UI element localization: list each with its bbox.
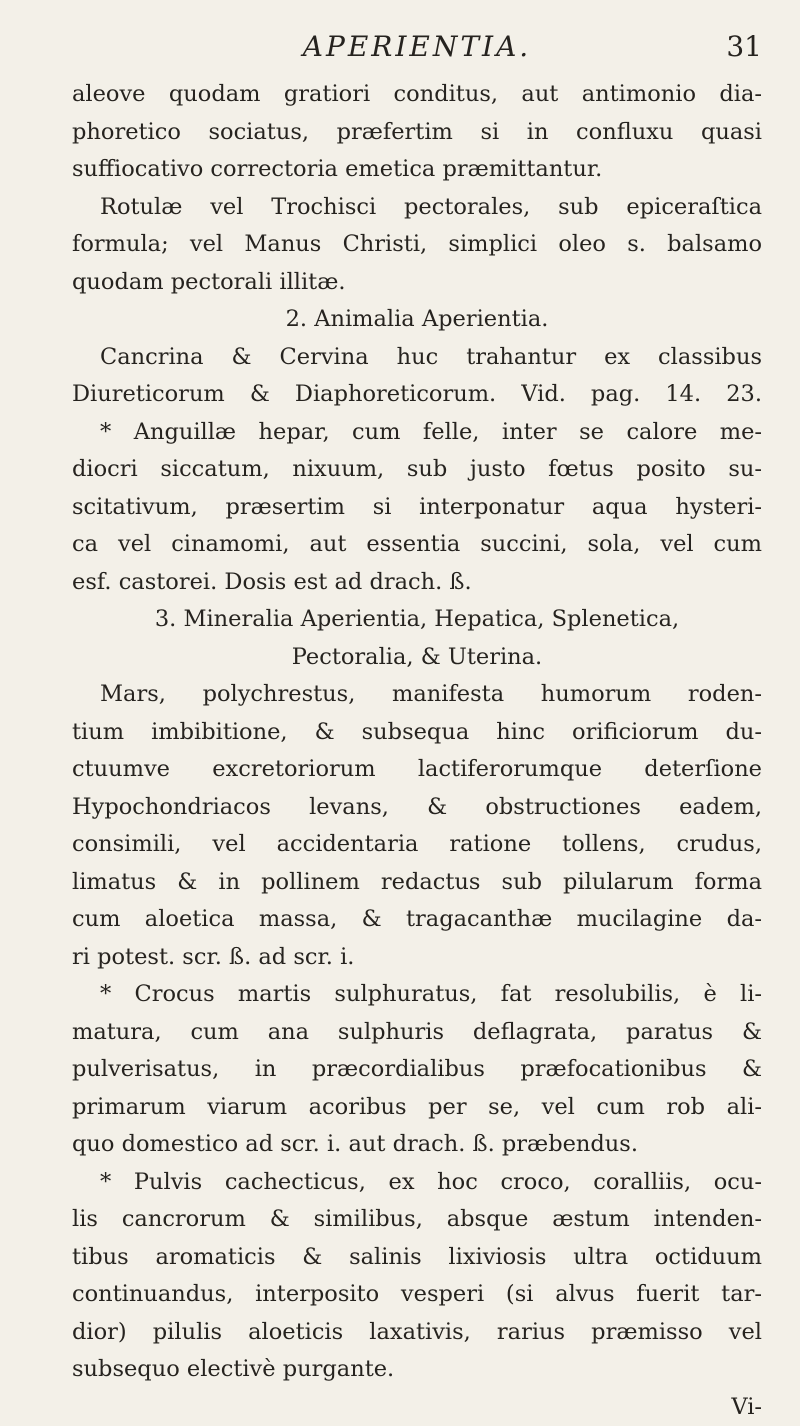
text-line: scitativum, præsertim si interponatur aqua hysteri- [72, 489, 762, 527]
text-line: aleove quodam gratiori conditus, aut antimonio dia- [72, 76, 762, 114]
text-line: suffiocativo correctoria emetica præmittantur. [72, 151, 762, 189]
text-line: esf. castorei. Dosis est ad drach. ß. [72, 564, 762, 602]
body-text [72, 76, 762, 1426]
text-line: tium imbibitione, & subsequa hinc orificiorum du- [72, 714, 762, 752]
text-line: primarum viarum acoribus per se, vel cum rob ali- [72, 1089, 762, 1127]
text-line: Rotulæ vel Trochisci pectorales, sub epiceraſtica [72, 189, 762, 227]
text-line: formula; vel Manus Christi, simplici oleo s. balsamo [72, 226, 762, 264]
text-line: tibus aromaticis & salinis lixiviosis ultra octiduum [72, 1239, 762, 1277]
text-line: continuandus, interposito vesperi (si alvus fuerit tar- [72, 1276, 762, 1314]
section-heading: 3. Mineralia Aperientia, Hepatica, Splenetica, [72, 601, 762, 639]
text-line: * Pulvis cachecticus, ex hoc croco, coralliis, ocu- [72, 1164, 762, 1202]
text-line: pulverisatus, in præcordialibus præfocationibus & [72, 1051, 762, 1089]
text-line: quodam pectorali illitæ. [72, 264, 762, 302]
text-line: diocri siccatum, nixuum, sub justo fœtus posito su- [72, 451, 762, 489]
text-line: Hypochondriacos levans, & obstructiones eadem, [72, 789, 762, 827]
text-line: * Anguillæ hepar, cum felle, inter se calore me- [72, 414, 762, 452]
text-line: ctuumve excretoriorum lactiferorumque deterſione [72, 751, 762, 789]
section-heading: Pectoralia, & Uterina. [72, 639, 762, 677]
text-line: * Crocus martis sulphuratus, fat resolubilis, è li- [72, 976, 762, 1014]
text-line: Diureticorum & Diaphoreticorum. Vid. pag. 14. 23. [72, 376, 762, 414]
text-line: consimili, vel accidentaria ratione tollens, crudus, [72, 826, 762, 864]
page-number: 31 [726, 30, 762, 63]
text-line: quo domestico ad scr. i. aut drach. ß. præbendus. [72, 1126, 762, 1164]
catchword: Vi- [72, 1389, 762, 1426]
text-line: ca vel cinamomi, aut essentia succini, sola, vel cum [72, 526, 762, 564]
text-line: lis cancrorum & similibus, absque æstum intenden- [72, 1201, 762, 1239]
text-line: Cancrina & Cervina huc trahantur ex classibus [72, 339, 762, 377]
running-title: APERIENTIA. [72, 30, 762, 63]
text-line: matura, cum ana sulphuris deflagrata, paratus & [72, 1014, 762, 1052]
text-line: cum aloetica massa, & tragacanthæ mucilagine da- [72, 901, 762, 939]
text-line: Mars, polychrestus, manifesta humorum roden- [72, 676, 762, 714]
text-line: limatus & in pollinem redactus sub pilularum forma [72, 864, 762, 902]
section-heading: 2. Animalia Aperientia. [72, 301, 762, 339]
text-line: ri potest. scr. ß. ad scr. i. [72, 939, 762, 977]
text-line: dior) pilulis aloeticis laxativis, rarius præmisso vel [72, 1314, 762, 1352]
text-line: subsequo electivè purgante. [72, 1351, 762, 1389]
text-line: phoretico sociatus, præfertim si in confluxu quasi [72, 114, 762, 152]
page-header [72, 30, 762, 76]
